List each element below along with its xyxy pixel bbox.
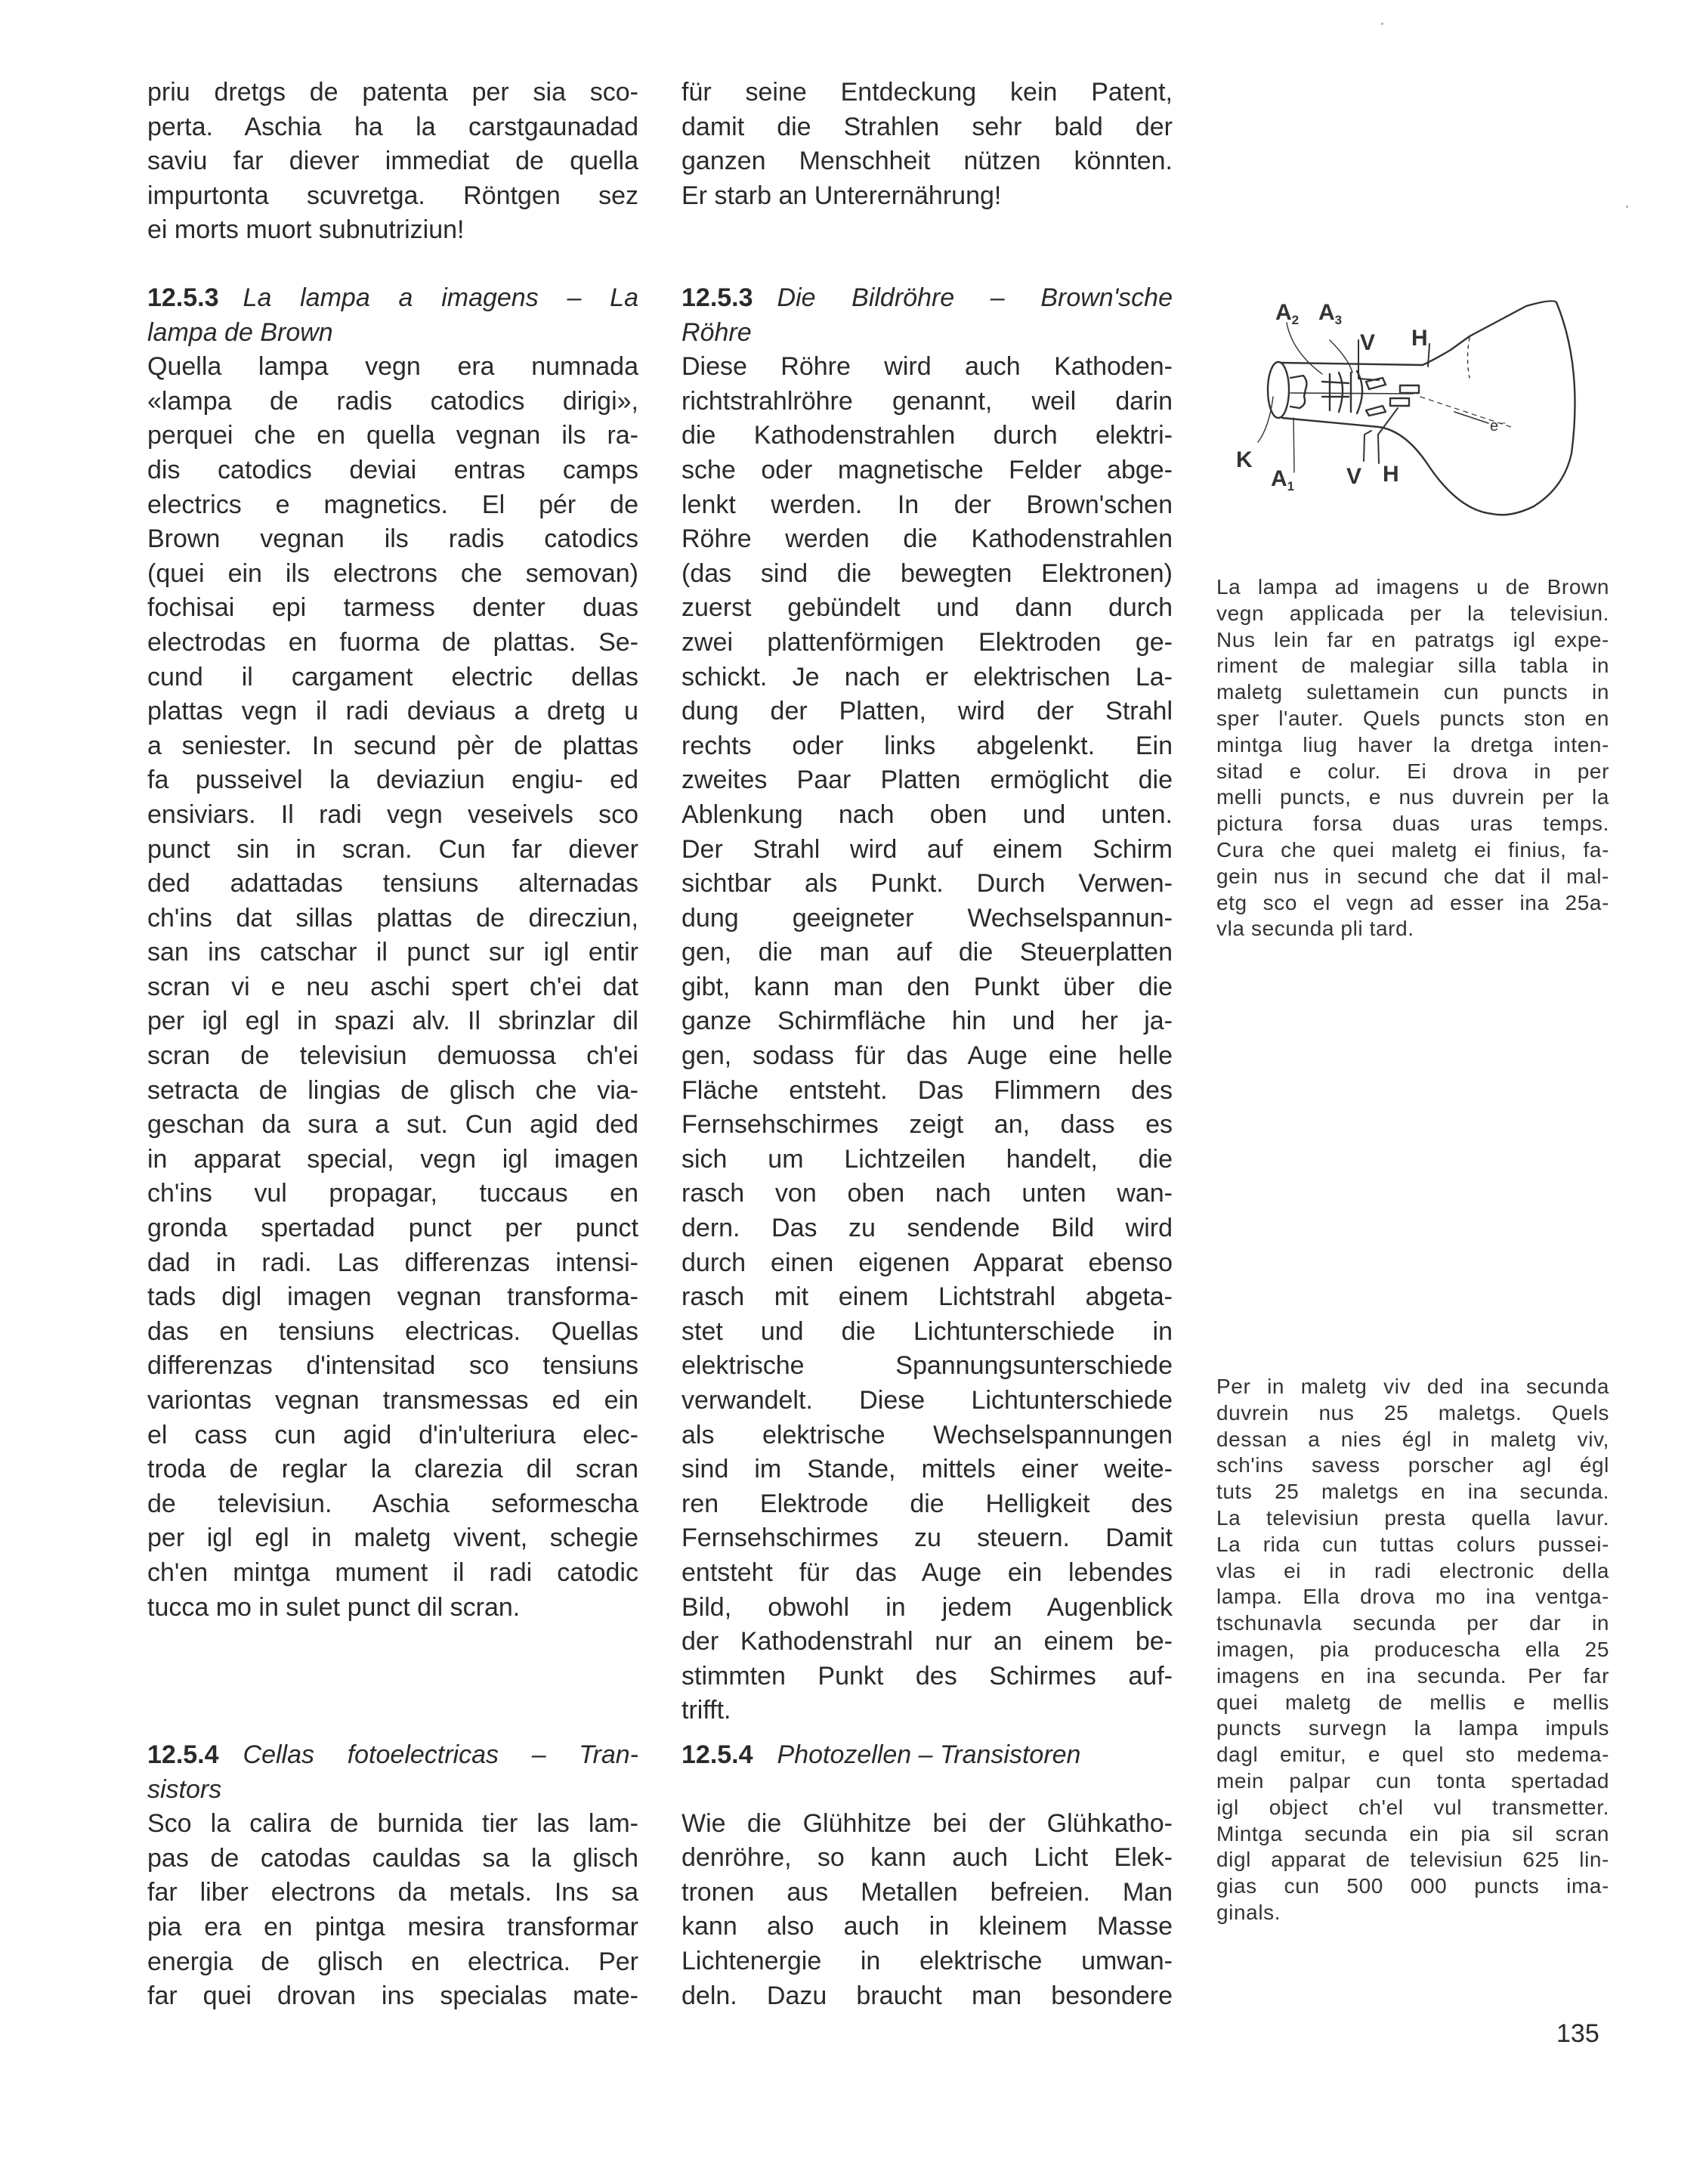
leader-a3 [1330, 340, 1352, 373]
vertical-plate-bottom [1366, 406, 1386, 416]
page-number: 135 [1556, 2019, 1599, 2048]
text-line: quei maletg de mellis e mellis [1216, 1690, 1609, 1714]
text-line: verwandelt. Diese Lichtunterschiede [681, 1386, 1173, 1415]
text-line: Ablenkung nach oben und unten. [681, 800, 1173, 829]
text-line: Per in maletg viv ded ina secunda [1216, 1375, 1609, 1398]
text-line: gronda spertadad punct per punct [147, 1214, 638, 1243]
romansh-intro-paragraph [147, 76, 638, 248]
text-line: für seine Entdeckung kein Patent, [681, 78, 1173, 107]
text-line: damit die Strahlen sehr bald der [681, 112, 1173, 141]
text-line: duvrein nus 25 maletgs. Quels [1216, 1400, 1609, 1425]
text-line: stimmten Punkt des Schirmes auf- [681, 1661, 1173, 1691]
text-line: «lampa de radis catodics dirigi», [147, 386, 638, 416]
text-line: richtstrahlröhre genannt, weil darin [681, 386, 1173, 416]
leader-a1 [1293, 418, 1294, 472]
lead-h-top [1428, 344, 1429, 367]
text-line: gias cun 500 000 puncts ima- [1216, 1874, 1609, 1898]
text-line: zwei plattenförmigen Elektroden ge- [681, 627, 1173, 657]
scan-speck [1381, 23, 1383, 25]
section-body [147, 350, 638, 1625]
text-line: fa pusseivel la deviaziun engiu- ed [147, 766, 638, 795]
section-title-continued: Röhre [681, 317, 752, 347]
anode-a2 [1330, 373, 1343, 412]
text-line: geschan da sura a sut. Cun agid ded [147, 1110, 638, 1140]
text-line: differenzas d'intensitad sco tensiuns [147, 1351, 638, 1381]
text-line: priu dretgs de patenta per sia sco- [147, 78, 638, 107]
section-title: Cellas fotoelectricas – Tran- [243, 1740, 638, 1769]
screen-bulb [1470, 301, 1575, 515]
section-number: 12.5.3 [681, 283, 753, 312]
text-line: denröhre, so kann auch Licht Elek- [681, 1843, 1173, 1873]
text-line: vla secunda pli tard. [1216, 917, 1414, 941]
text-line: dad in radi. Las differenzas intensi- [147, 1248, 638, 1277]
text-line: Er starb an Unterernährung! [681, 181, 1002, 210]
text-line: La rida cun tuttas colurs pussei- [1216, 1532, 1609, 1556]
lead-v-bottom [1364, 431, 1371, 461]
section-number: 12.5.3 [147, 283, 219, 312]
text-line: Wie die Glühhitze bei der Glühkatho- [681, 1808, 1173, 1838]
text-line: punct sin in scran. Cun far diever [147, 834, 638, 864]
text-line: dung der Platten, wird der Strahl [681, 697, 1173, 726]
text-line: Lichtenergie in elektrische umwan- [681, 1946, 1173, 1975]
text-line: Sco la calira de burnida tier las lam- [147, 1809, 638, 1839]
section-number: 12.5.4 [147, 1740, 219, 1769]
text-line: igl object ch'el vul transmetter. [1216, 1795, 1609, 1819]
text-line: mein palpar cun tonta spertadad [1216, 1768, 1609, 1793]
text-line: gen, die man auf die Steuerplatten [681, 938, 1173, 967]
cathode [1290, 376, 1306, 408]
text-line: ren Elektrode die Helligkeit des [681, 1489, 1173, 1518]
text-line: schickt. Je nach er elektrischen La- [681, 662, 1173, 691]
sidebar-caption-continued [1216, 1374, 1609, 1926]
text-line: gibt, kann man den Punkt über die [681, 972, 1173, 1001]
text-line: a seniester. In secund pèr de plattas [147, 731, 638, 760]
text-line: dessan a nies égl in maletg viv, [1216, 1427, 1609, 1451]
text-line: Diese Röhre wird auch Kathoden- [681, 352, 1173, 382]
text-line: sich um Lichtzeilen handelt, die [681, 1144, 1173, 1174]
text-line: electrodas en fuorma de plattas. Se- [147, 627, 638, 657]
text-line: maletg sulettamein cun puncts in [1216, 680, 1609, 704]
text-line: trifft. [681, 1696, 731, 1725]
text-line: pas de catodas cauldas sa la glisch [147, 1843, 638, 1873]
diagram-caption [1216, 574, 1609, 942]
text-line: elektrische Spannungsunterschiede [681, 1351, 1173, 1381]
text-line: tschunavla secunda per dar in [1216, 1611, 1609, 1635]
romansh-section-12-5-4 [147, 1738, 638, 2014]
text-line: ganzen Menschheit nützen könnten. [681, 147, 1173, 176]
text-line: saviu far diever immediat de quella [147, 147, 638, 176]
anode-a1 [1322, 382, 1349, 397]
text-line: per igl egl in maletg vivent, schegie [147, 1524, 638, 1553]
text-line: far liber electrons da metals. Ins sa [147, 1878, 638, 1907]
text-line: far quei drovan ins specialas mate- [147, 1981, 638, 2011]
text-line: fochisai epi tarmess denter duas [147, 593, 638, 623]
text-line: riment de malegiar silla tabla in [1216, 654, 1609, 678]
text-line: san ins catschar il punct sur igl entir [147, 938, 638, 967]
text-line: etg sco el vegn ad esser ina 25a- [1216, 890, 1609, 914]
text-line: perquei che en quella vegnan ils ra- [147, 421, 638, 450]
text-line: Fernsehschirmes zu steuern. Damit [681, 1524, 1173, 1553]
text-line: imagens en ina secunda. Per far [1216, 1663, 1609, 1687]
text-line: Der Strahl wird auf einem Schirm [681, 834, 1173, 864]
section-heading [681, 1738, 1173, 1773]
text-line: mintga liug haver la dretga inten- [1216, 732, 1609, 756]
text-line: variontas vegnan transmessas ed ein [147, 1386, 638, 1415]
label-h-bottom: H [1383, 462, 1399, 487]
text-line: Brown vegnan ils radis catodics [147, 524, 638, 554]
german-section-12-5-3 [681, 281, 1173, 1728]
text-line: Mintga secunda ein pia sil scran [1216, 1821, 1609, 1845]
text-line: gein nus in secund che dat il mal- [1216, 864, 1609, 888]
text-line: ginals. [1216, 1900, 1281, 1924]
text-line: ei morts muort subnutriziun! [147, 215, 465, 245]
text-line: Quella lampa vegn era numnada [147, 352, 638, 382]
text-line: lenkt werden. In der Brown'schen [681, 490, 1173, 519]
text-line: rasch mit einem Lichtstrahl abgeta- [681, 1282, 1173, 1312]
text-line: zuerst gebündelt und dann durch [681, 593, 1173, 623]
horizontal-plate-top [1400, 385, 1419, 393]
scan-speck [1626, 206, 1628, 208]
text-line: Bild, obwohl in jedem Augenblick [681, 1592, 1173, 1622]
text-line: (quei ein ils electrons che semovan) [147, 558, 638, 588]
text-line: pictura forsa duas uras temps. [1216, 812, 1609, 836]
text-line: dis catodics deviai entras camps [147, 455, 638, 484]
section-heading [147, 281, 638, 316]
label-h-top: H [1411, 326, 1428, 351]
text-line: die Kathodenstrahlen durch elektri- [681, 421, 1173, 450]
horizontal-plate-bottom [1390, 398, 1409, 406]
text-line: vegn applicada per la televisiun. [1216, 601, 1609, 625]
german-section-12-5-4 [681, 1738, 1173, 2013]
text-line: de televisiun. Aschia seformescha [147, 1489, 638, 1518]
section-title: Photozellen – Transistoren [777, 1740, 1081, 1769]
text-line: impurtonta scuvretga. Röntgen sez [147, 181, 638, 210]
leader-k [1258, 397, 1273, 442]
text-line: ensiviars. Il radi vegn veseivels sco [147, 800, 638, 829]
german-intro-paragraph [681, 76, 1173, 213]
text-line: dung geeigneter Wechselspannun- [681, 903, 1173, 933]
text-line: per igl egl in spazi alv. Il sbrinzlar dil [147, 1007, 638, 1036]
text-line: rechts oder links abgelenkt. Ein [681, 731, 1173, 760]
label-v-bottom: V [1346, 464, 1362, 489]
text-line: el cass cun agid d'in'ulteriura elec- [147, 1420, 638, 1449]
text-line: sper l'auter. Quels puncts ston en [1216, 706, 1609, 730]
text-line: rasch von oben nach unten wan- [681, 1179, 1173, 1208]
text-line: dagl emitur, e quel sto medema- [1216, 1743, 1609, 1767]
text-line: (das sind die bewegten Elektronen) [681, 558, 1173, 588]
text-line: tucca mo in sulet punct dil scran. [147, 1592, 521, 1622]
text-line: energia de glisch en electrica. Per [147, 1947, 638, 1976]
text-line: La televisiun presta quella lavur. [1216, 1505, 1609, 1530]
text-line: ch'ins vul propagar, tuccaus en [147, 1179, 638, 1208]
text-line: sitad e colur. Ei drova in per [1216, 759, 1609, 783]
section-number: 12.5.4 [681, 1740, 753, 1769]
label-v-top: V [1360, 330, 1376, 355]
label-a1: $A_1$ [1271, 466, 1295, 493]
text-line: imagen, pia producescha ella 25 [1216, 1637, 1609, 1661]
text-line: sch'ins savess porscher agl égl [1216, 1453, 1609, 1477]
section-title-continued: lampa de Brown [147, 317, 333, 347]
text-line: sichtbar als Punkt. Durch Verwen- [681, 869, 1173, 899]
text-line: melli puncts, e nus duvrein per la [1216, 785, 1609, 809]
electron-beam [1290, 393, 1413, 394]
text-line: puncts survegn la lampa impuls [1216, 1716, 1609, 1740]
label-electron: e⁻ [1490, 418, 1507, 435]
screen-curve [1468, 338, 1470, 378]
text-line: troda de reglar la clarezia dil scran [147, 1455, 638, 1484]
section-title-continued: sistors [147, 1774, 222, 1804]
text-line: zweites Paar Platten ermöglicht die [681, 766, 1173, 795]
section-heading [681, 281, 1173, 316]
text-line: tuts 25 maletgs en ina secunda. [1216, 1480, 1609, 1504]
text-line: ded adattadas tensiuns alternadas [147, 869, 638, 899]
text-line: digl apparat de televisiun 625 lin- [1216, 1848, 1609, 1872]
lead-h-bottom [1378, 408, 1398, 463]
text-line: electrics e magnetics. El pér de [147, 490, 638, 519]
text-line: als elektrische Wechselspannungen [681, 1420, 1173, 1449]
text-line: ganze Schirmfläche hin und her ja- [681, 1007, 1173, 1036]
text-line: deln. Dazu braucht man besondere [681, 1981, 1173, 2010]
text-line: stet und die Lichtunterschiede in [681, 1316, 1173, 1346]
leader-a2 [1287, 323, 1322, 374]
anode-a3 [1351, 371, 1362, 413]
section-body [681, 350, 1173, 1728]
section-body [681, 1807, 1173, 2014]
text-line: tads digl imagen vegnan transforma- [147, 1282, 638, 1312]
text-line: Cura che quei maletg ei finius, fa- [1216, 837, 1609, 862]
text-line: Röhre werden die Kathodenstrahlen [681, 524, 1173, 554]
text-line: scran vi e neu aschi spert ch'ei dat [147, 972, 638, 1001]
text-line: vlas ei in radi electronic della [1216, 1558, 1609, 1582]
text-line: tronen aus Metallen befreien. Man [681, 1877, 1173, 1907]
text-line: Fläche entsteht. Das Flimmern des [681, 1075, 1173, 1105]
section-body [147, 1807, 638, 2014]
label-a2: $A_2$ [1275, 300, 1300, 327]
label-k: K [1236, 447, 1253, 472]
text-line: ch'ins dat sillas plattas de direcziun, [147, 903, 638, 933]
text-line: durch einen eigenen Apparat ebenso [681, 1248, 1173, 1277]
text-line: entsteht für das Auge ein lebendes [681, 1558, 1173, 1587]
text-line: lampa. Ella drova mo ina ventga- [1216, 1585, 1609, 1609]
text-line: cund il cargament electric dellas [147, 662, 638, 691]
crt-illustration [1209, 283, 1587, 533]
text-line: setracta de lingias de glisch che via- [147, 1075, 638, 1105]
text-line: plattas vegn il radi deviaus a dretg u [147, 697, 638, 726]
text-line: Fernsehschirmes zeigt an, dass es [681, 1110, 1173, 1140]
text-line: ch'en mintga mument il radi catodic [147, 1558, 638, 1587]
text-line: perta. Aschia ha la carstgaunadad [147, 112, 638, 141]
section-title: Die Bildröhre – Brown'sche [777, 283, 1173, 312]
text-line: La lampa ad imagens u de Brown [1216, 575, 1609, 599]
text-line: Nus lein far en patratgs igl expe- [1216, 627, 1609, 651]
text-line: der Kathodenstrahl nur an einem be- [681, 1627, 1173, 1657]
text-line: kann also auch in kleinem Masse [681, 1912, 1173, 1941]
text-line: in apparat special, vegn igl imagen [147, 1144, 638, 1174]
text-line: scran de televisiun demuossa ch'ei [147, 1041, 638, 1071]
section-heading [147, 1738, 638, 1773]
text-line: pia era en pintga mesira transformar [147, 1912, 638, 1941]
text-line: das en tensiuns electricas. Quellas [147, 1316, 638, 1346]
text-line: gen, sodass für das Auge eine helle [681, 1041, 1173, 1071]
crt-diagram [1209, 283, 1587, 533]
label-a3: $A_3$ [1318, 300, 1343, 327]
text-line: dern. Das zu sendende Bild wird [681, 1214, 1173, 1243]
text-line: sind im Stande, mittels einer weite- [681, 1455, 1173, 1484]
romansh-section-12-5-3 [147, 281, 638, 1625]
text-line: sche oder magnetische Felder abge- [681, 455, 1173, 484]
section-title: La lampa a imagens – La [243, 283, 638, 312]
